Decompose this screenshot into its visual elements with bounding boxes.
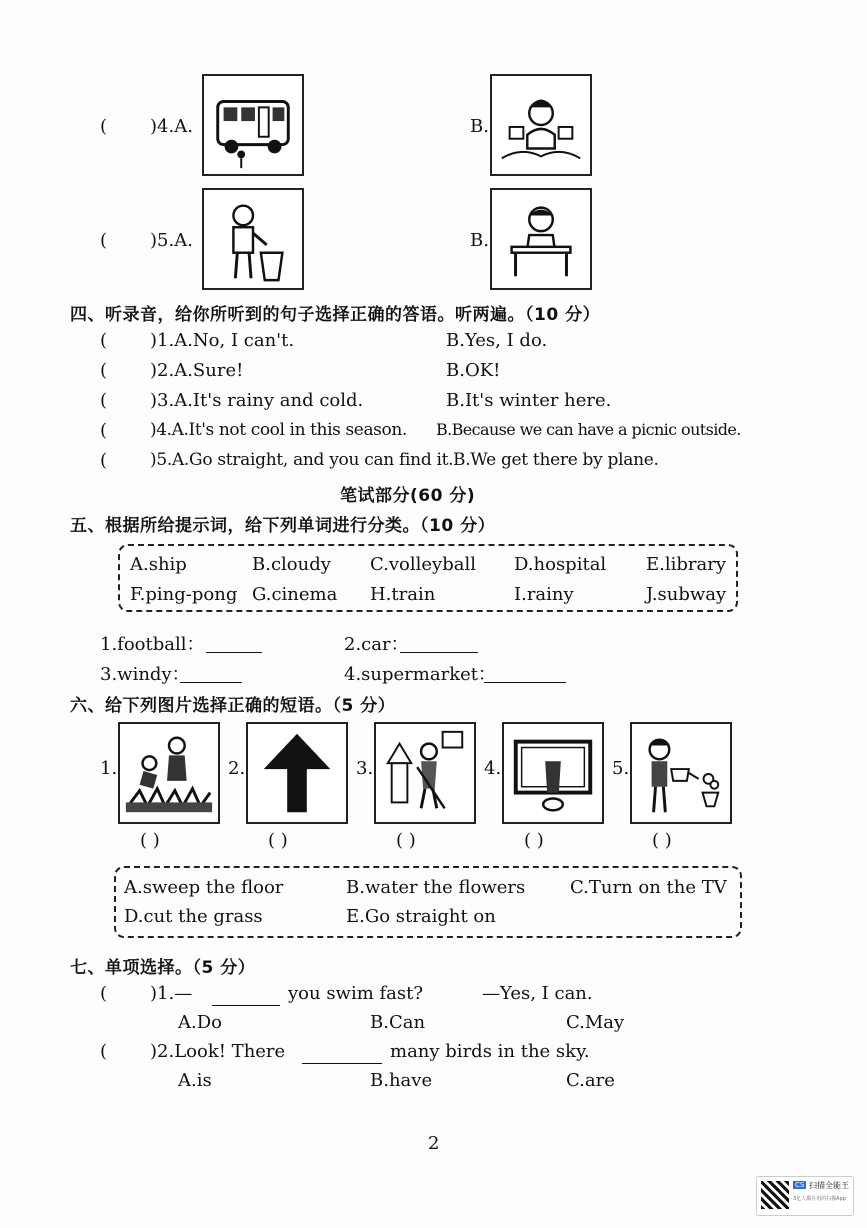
question-text: )2.Look! There [150,1041,286,1062]
classify-question: 1.football： [100,634,205,655]
section-4-title: 四、听录音，给你所听到的句子选择正确的答语。听两遍。（10 分） [70,305,601,325]
answer-paren[interactable]: ( [100,390,108,411]
phrase-option: A.sweep the floor [124,877,284,898]
picture-number: 4. [484,758,502,779]
water-flowers-picture [630,722,732,824]
word-option: I.rainy [514,584,574,605]
question-label: )5.A. [150,230,193,251]
section-6-title: 六、给下列图片选择正确的短语。（5 分） [70,696,396,716]
classify-question: 3.windy： [100,664,190,685]
answer-paren[interactable]: ( [100,230,108,251]
choice-option: C.are [566,1070,615,1091]
answer-paren[interactable]: ( [100,420,108,441]
phrase-option: E.Go straight on [346,906,496,927]
page-number: 2 [428,1133,440,1154]
bus-picture [202,74,304,176]
answer-paren[interactable]: ( [100,983,108,1004]
picture-number: 3. [356,758,374,779]
word-option: B.cloudy [252,554,331,575]
word-option: C.volleyball [370,554,476,575]
girl-reading-picture [490,74,592,176]
answer-paren[interactable]: ( ) [396,830,416,851]
option-b-label: B. [470,116,489,137]
choice-option: A.is [178,1070,212,1091]
answer-blank[interactable] [180,666,242,683]
answer-paren[interactable]: ( [100,116,108,137]
phrase-option: C.Turn on the TV [570,877,727,898]
section-7-title: 七、单项选择。（5 分） [70,958,256,978]
question-text: )1.A.No, I can't. [150,330,295,351]
question-text: )5.A.Go straight, and you can find it. [150,450,454,470]
word-option: H.train [370,584,436,605]
option-b-text: B.OK! [446,360,501,381]
answer-paren[interactable]: ( [100,1041,108,1062]
cs-logo-icon: CS [795,1181,805,1189]
option-b-text: B.It's winter here. [446,390,612,411]
question-text: )2.A.Sure! [150,360,244,381]
option-b-text: B.We get there by plane. [453,450,659,470]
answer-paren[interactable]: ( [100,330,108,351]
picture-number: 5. [612,758,630,779]
boy-recycling-picture [202,188,304,290]
answer-paren[interactable]: ( ) [268,830,288,851]
answer-paren[interactable]: ( ) [524,830,544,851]
picture-number: 1. [100,758,118,779]
word-option: J.subway [646,584,727,605]
watermark-subtitle: 3亿人都在用的扫描App [793,1196,846,1202]
watermark-brand: 扫描全能王 [809,1181,849,1190]
choice-option: B.have [370,1070,433,1091]
word-option: F.ping-pong [130,584,238,605]
picture-number: 2. [228,758,246,779]
written-part-title: 笔试部分(60 分) [340,486,476,506]
cut-grass-picture [118,722,220,824]
choice-option: A.Do [178,1012,222,1033]
arrow-up-picture [246,722,348,824]
answer-paren[interactable]: ( ) [652,830,672,851]
answer-blank[interactable] [206,636,262,653]
question-text: you swim fast? [288,983,424,1004]
question-text: )4.A.It's not cool in this season. [150,420,407,440]
question-text: many birds in the sky. [390,1041,590,1062]
question-text: )3.A.It's rainy and cold. [150,390,364,411]
sweep-floor-picture [374,722,476,824]
word-option: D.hospital [514,554,607,575]
tv-picture [502,722,604,824]
classify-question: 4.supermarket： [344,664,496,685]
answer-paren[interactable]: ( ) [140,830,160,851]
answer-blank[interactable] [484,666,566,683]
answer-paren[interactable]: ( [100,450,108,471]
option-b-text: B.Yes, I do. [446,330,548,351]
choice-option: C.May [566,1012,625,1033]
answer-blank[interactable] [302,1047,382,1064]
classify-question: 2.car： [344,634,409,655]
option-b-text: B.Because we can have a picnic outside. [436,420,741,439]
answer-blank[interactable] [400,636,478,653]
option-b-label: B. [470,230,489,251]
question-label: )4.A. [150,116,193,137]
word-option: A.ship [130,554,187,575]
question-text: )1.— [150,983,193,1004]
reply-text: —Yes, I can. [482,983,593,1004]
answer-blank[interactable] [212,989,280,1006]
section-5-title: 五、根据所给提示词，给下列单词进行分类。（10 分） [70,516,496,536]
boy-at-desk-picture [490,188,592,290]
phrase-option: D.cut the grass [124,906,263,927]
scanner-watermark [756,1176,854,1216]
answer-paren[interactable]: ( [100,360,108,381]
word-option: E.library [646,554,727,575]
qr-code-icon [761,1181,789,1209]
choice-option: B.Can [370,1012,426,1033]
word-option: G.cinema [252,584,338,605]
phrase-option: B.water the flowers [346,877,526,898]
